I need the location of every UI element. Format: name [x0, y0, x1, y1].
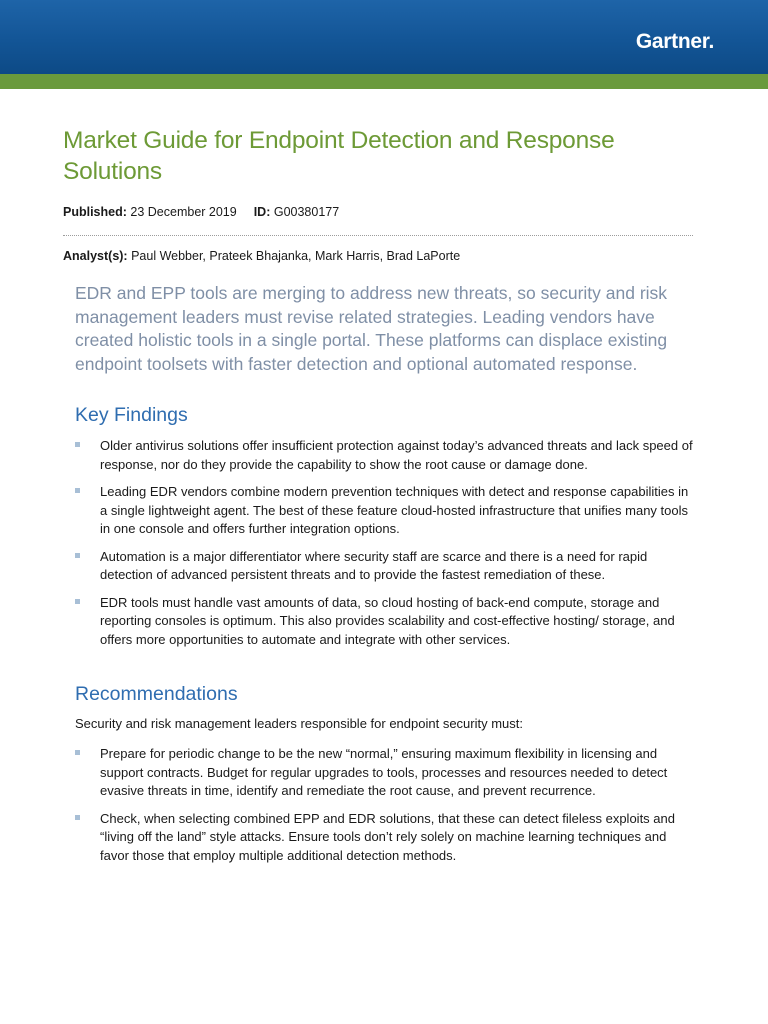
header-stripe	[0, 74, 768, 89]
publication-meta	[63, 205, 703, 219]
id-label: ID:	[253, 205, 271, 219]
key-finding-item	[75, 548, 695, 585]
bullet-square-icon	[75, 442, 80, 447]
recommendation-item	[75, 745, 695, 801]
key-finding-item	[75, 437, 695, 474]
bullet-square-icon	[75, 750, 80, 755]
key-finding-text: Automation is a major differentiator where security staff are scarce and there is a need for rapid detection of advanced persistent threats and to provide the fastest remediation of these.	[100, 548, 648, 582]
document-body	[63, 125, 703, 874]
published-date: 23 December 2019	[130, 205, 237, 219]
key-finding-text: Leading EDR vendors combine modern prevention techniques with detect and response capabilities in a single lightweight agent. The best of these feature cloud-hosted infrastructure that unifies many tools in one console and offers further integration options.	[100, 484, 689, 536]
recommendations-intro: Security and risk management leaders responsible for endpoint security must:	[75, 716, 523, 731]
recommendation-text: Prepare for periodic change to be the new “normal,” ensuring maximum flexibility in licensing and support contracts. Budget for regular upgrades to tools, processes and resources needed to detect evasive threats in time, identify and remediate the root cause, and prevent recurrence.	[100, 746, 668, 798]
gartner-logo	[636, 30, 714, 54]
bullet-square-icon	[75, 599, 80, 604]
brand-dot: .	[708, 30, 714, 53]
summary-paragraph: EDR and EPP tools are merging to address new threats, so security and risk management leaders must revise related strategies. Leading vendors have created holistic tools in a single portal. These platforms can displace existing endpoint toolsets with faster detection and optional automated response.	[75, 283, 668, 374]
recommendations-heading: Recommendations	[75, 683, 238, 705]
dotted-divider	[63, 235, 693, 236]
bullet-square-icon	[75, 488, 80, 493]
analysts-label: Analyst(s):	[63, 249, 128, 263]
brand-name: Gartner	[635, 30, 709, 53]
key-finding-item	[75, 483, 695, 539]
key-finding-text: Older antivirus solutions offer insufficient protection against today’s advanced threats and lack speed of response, nor do they provide the capability to show the root cause or damage done.	[100, 438, 693, 472]
key-findings-heading: Key Findings	[75, 404, 188, 426]
key-finding-text: EDR tools must handle vast amounts of data, so cloud hosting of back-end compute, storage and reporting consoles is optimum. This also provides scalability and cost-effective hosting/ storage, and offers more opportunities to automate and integrate with other services.	[100, 594, 675, 647]
bullet-square-icon	[75, 815, 80, 820]
recommendation-item	[75, 810, 695, 866]
document-title: Market Guide for Endpoint Detection and Response Solutions	[63, 127, 615, 185]
recommendation-text: Check, when selecting combined EPP and EDR solutions, that these can detect fileless exploits and “living off the land” style attacks. Ensure tools don’t rely solely on machine learning techniques and favor those that employ multiple additional detection methods.	[100, 810, 675, 863]
document-id: G00380177	[273, 205, 340, 219]
published-label: Published:	[63, 205, 127, 219]
key-finding-item	[75, 594, 695, 650]
bullet-square-icon	[75, 553, 80, 558]
analysts-line	[63, 249, 703, 263]
analysts-names: Paul Webber, Prateek Bhajanka, Mark Harris, Brad LaPorte	[131, 249, 461, 263]
key-findings-list	[75, 437, 695, 649]
recommendations-list	[75, 745, 695, 865]
